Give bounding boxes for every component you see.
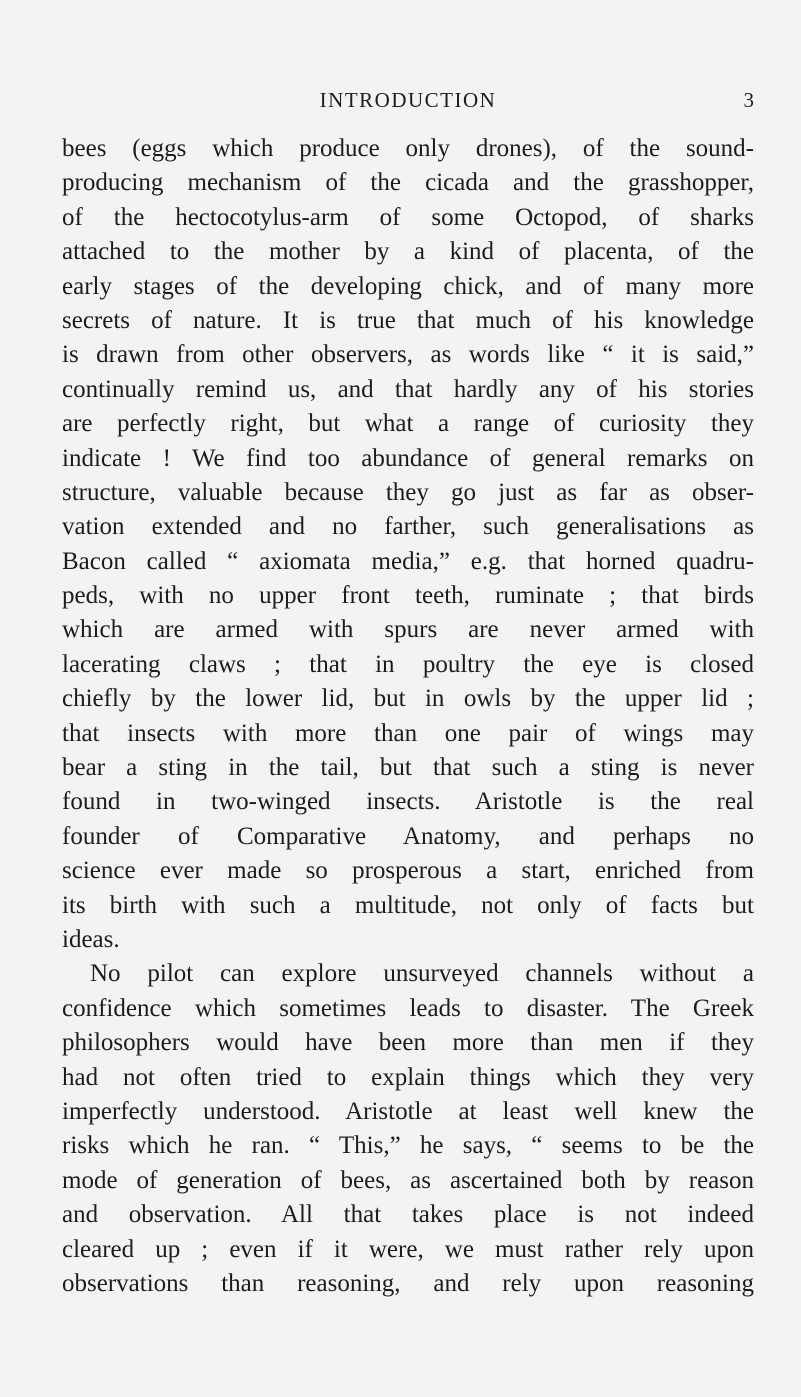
- text-line: secrets of nature. It is true that much of his knowledge: [62, 306, 754, 334]
- text-line: founder of Comparative Anatomy, and perhaps no: [62, 822, 754, 850]
- text-line: imperfectly understood. Aristotle at least well knew the: [62, 1097, 754, 1125]
- text-line: producing mechanism of the cicada and the grasshopper,: [62, 169, 754, 197]
- chapter-title: INTRODUCTION: [319, 88, 497, 112]
- text-line: Bacon called “ axiomata media,” e.g. that horned quadru-: [62, 547, 754, 575]
- body-text: [62, 132, 754, 1301]
- text-line: philosophers would have been more than men if they: [62, 1029, 754, 1057]
- text-line: bear a sting in the tail, but that such a sting is never: [62, 754, 754, 782]
- text-line: bees (eggs which produce only drones), of the sound-: [62, 135, 754, 162]
- text-line: lacerating claws ; that in poultry the eye is closed: [62, 650, 754, 678]
- text-line: had not often tried to explain things which they very: [62, 1063, 754, 1091]
- text-line: ideas.: [62, 925, 120, 953]
- text-line: confidence which sometimes leads to disaster. The Greek: [62, 994, 754, 1022]
- text-line: risks which he ran. “ This,” he says, “ seems to be the: [62, 1132, 754, 1160]
- text-line: peds, with no upper front teeth, ruminate ; that birds: [62, 582, 754, 610]
- text-line: structure, valuable because they go just as far as obser-: [62, 478, 754, 506]
- text-line: vation extended and no farther, such generalisations as: [62, 513, 754, 541]
- text-line: chiefly by the lower lid, but in owls by the upper lid ;: [62, 685, 754, 713]
- text-line: indicate ! We find too abundance of general remarks on: [62, 444, 754, 472]
- text-line: is drawn from other observers, as words like “ it is said,”: [62, 341, 754, 369]
- text-line: its birth with such a multitude, not only of facts but: [62, 891, 754, 919]
- text-line: observations than reasoning, and rely upon reasoning: [62, 1269, 754, 1297]
- text-line: are perfectly right, but what a range of curiosity they: [62, 410, 754, 438]
- text-line: of the hectocotylus-arm of some Octopod, of sharks: [62, 203, 754, 231]
- text-line: that insects with more than one pair of wings may: [62, 719, 754, 747]
- running-head: [62, 88, 754, 118]
- text-line: mode of generation of bees, as ascertained both by reason: [62, 1166, 754, 1194]
- text-line: science ever made so prosperous a start, enriched from: [62, 857, 754, 885]
- text-line: early stages of the developing chick, and of many more: [62, 272, 754, 300]
- text-line: attached to the mother by a kind of placenta, of the: [62, 238, 754, 266]
- text-line: found in two-winged insects. Aristotle is the real: [62, 788, 754, 816]
- text-line: and observation. All that takes place is not indeed: [62, 1201, 754, 1229]
- page-number: 3: [743, 88, 754, 112]
- text-line: which are armed with spurs are never armed with: [62, 616, 754, 644]
- text-line: continually remind us, and that hardly any of his stories: [62, 375, 754, 403]
- text-line: No pilot can explore unsurveyed channels without a: [90, 960, 754, 988]
- text-line: cleared up ; even if it were, we must rather rely upon: [62, 1235, 754, 1263]
